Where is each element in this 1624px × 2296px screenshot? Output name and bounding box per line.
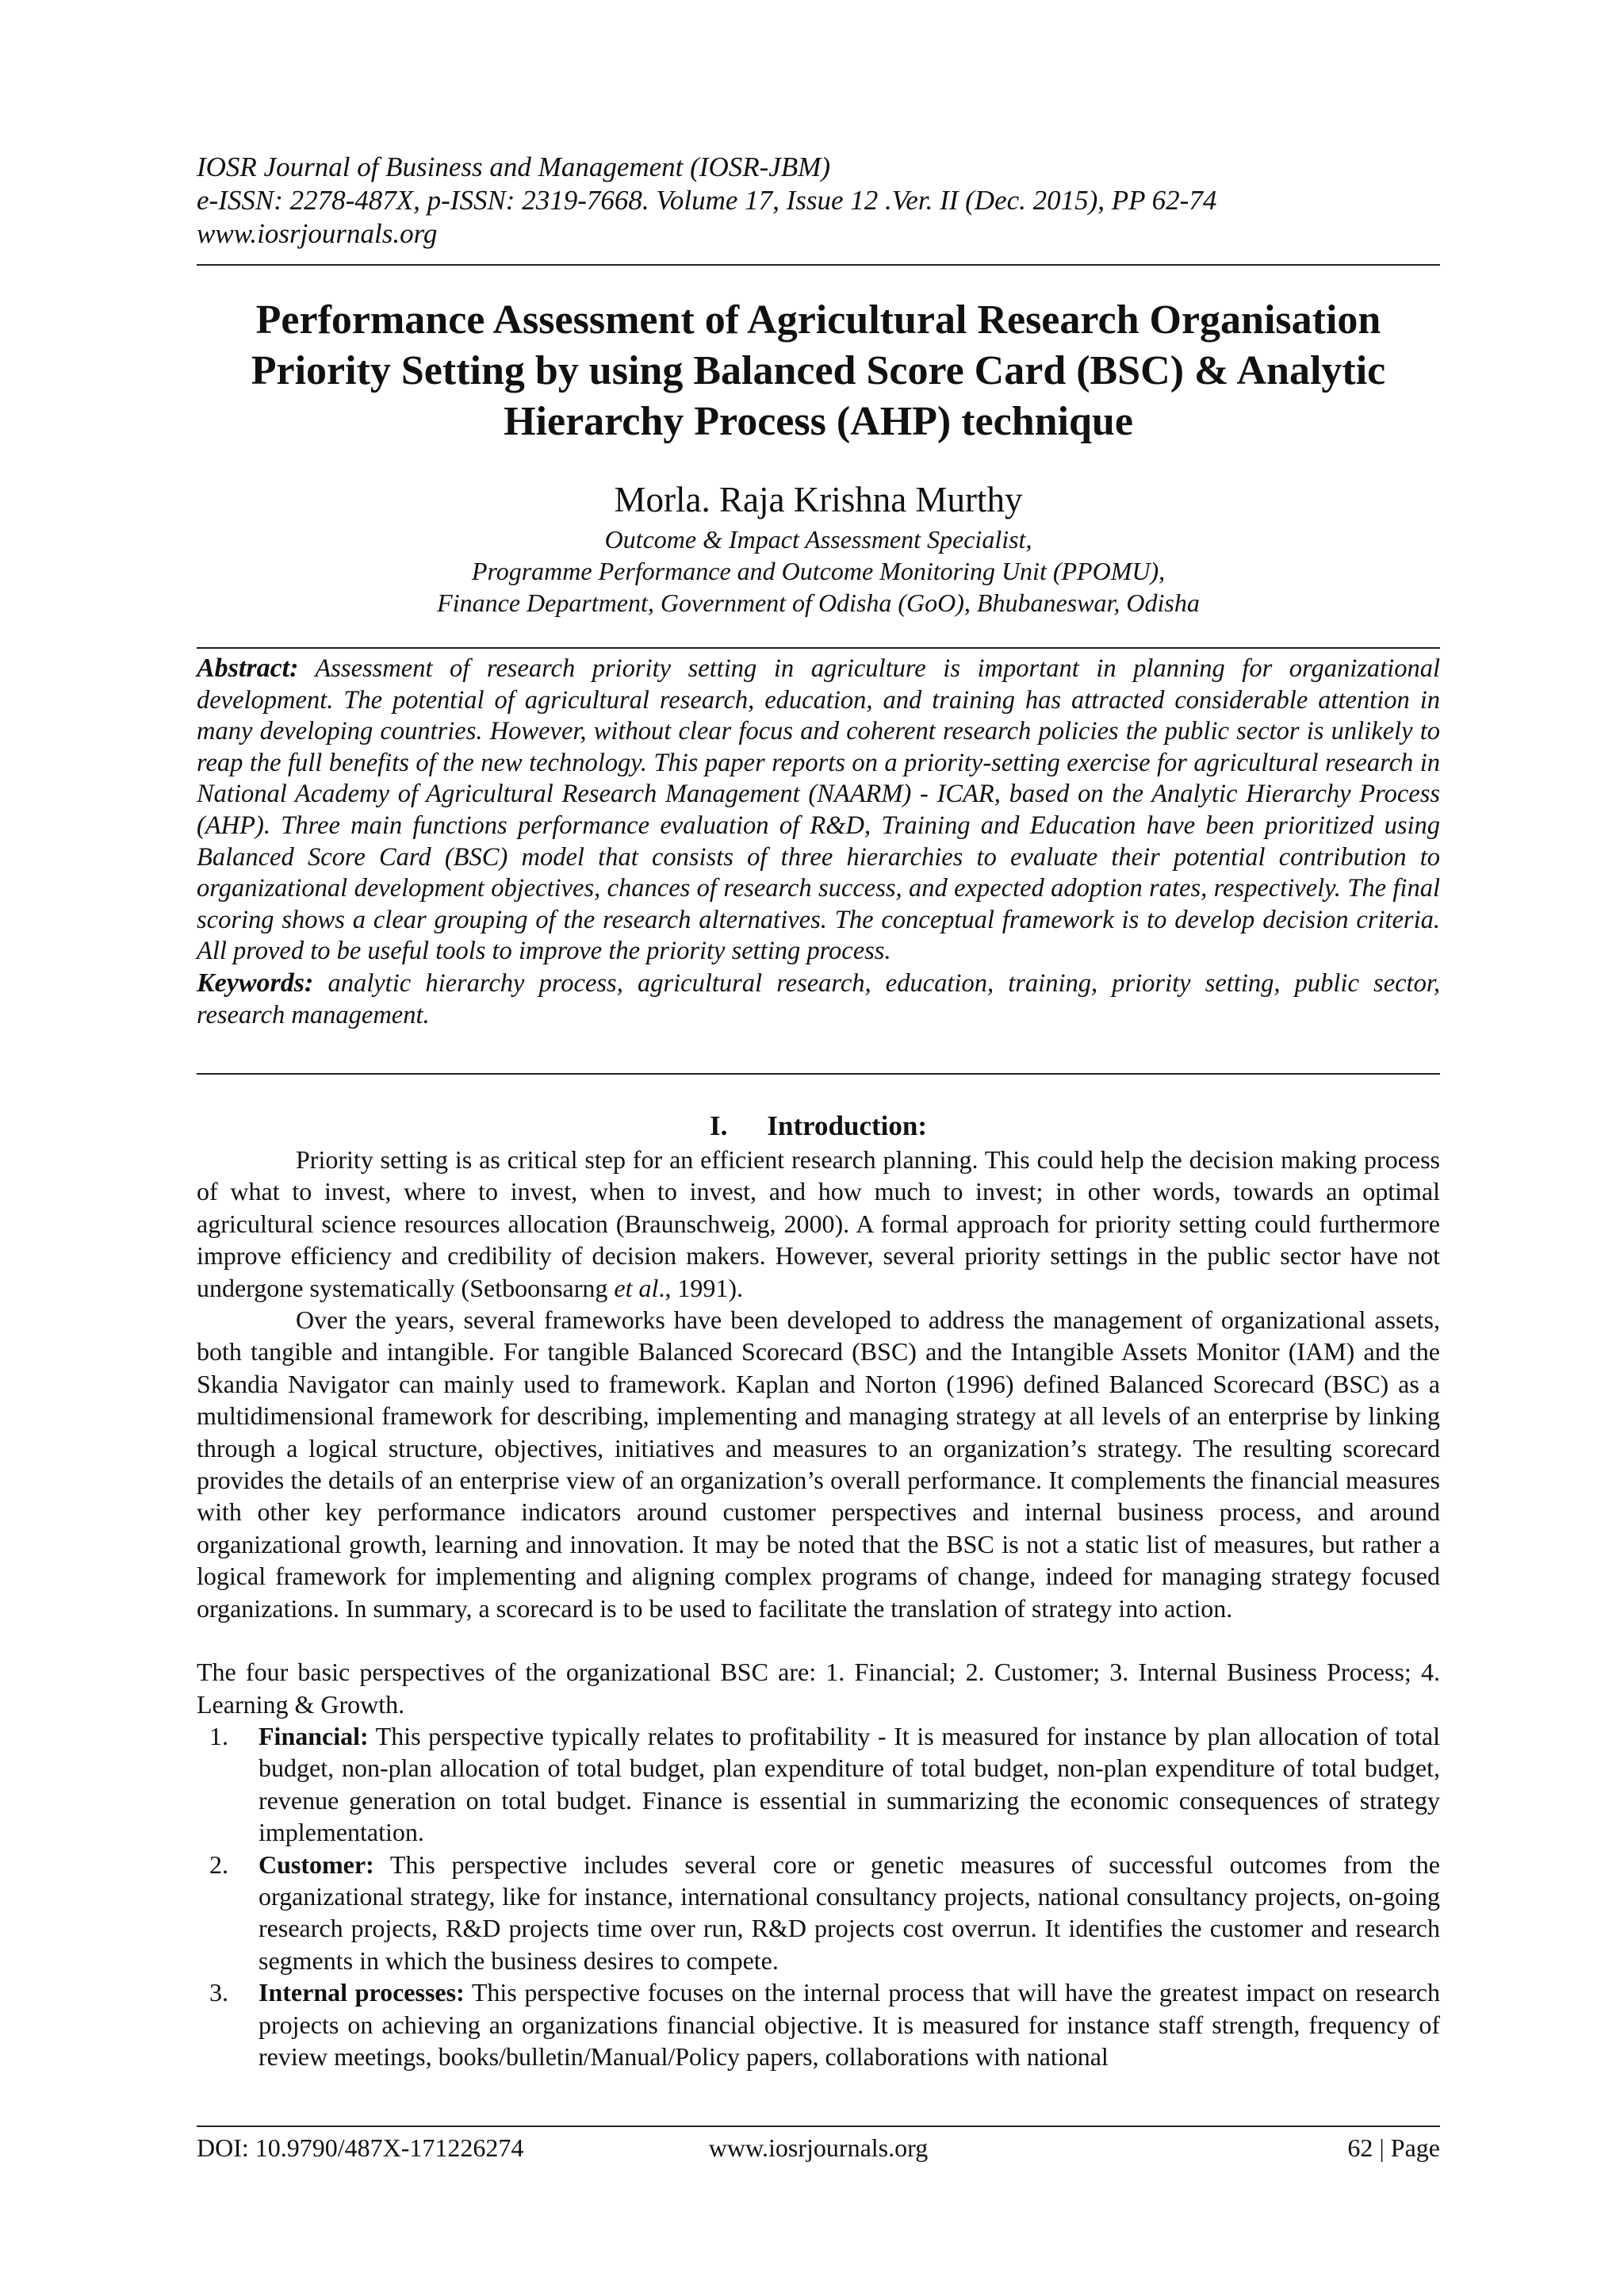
list-item-text: This perspective typically relates to profitability - It is measured for instance by plan allocation of total budget, non-plan allocation of total budget, plan expenditure of total budget, non-plan expenditure of total budget, revenue generation on total budget. Finance is essential in summarizing the economic consequences of strategy implementation. xyxy=(259,1721,1440,1847)
keywords-paragraph xyxy=(197,968,1440,1031)
footer-website: www.iosrjournals.org xyxy=(708,2133,929,2162)
affiliation-line-2: Programme Performance and Outcome Monitoring Unit (PPOMU), xyxy=(471,557,1166,585)
body-text xyxy=(197,1144,1440,2072)
section-title: Introduction: xyxy=(767,1110,927,1141)
list-item xyxy=(197,1720,1440,1849)
header-rule xyxy=(197,264,1440,266)
list-item-label: Customer: xyxy=(259,1849,374,1879)
title-line-2: Priority Setting by using Balanced Score Card (BSC) & Analytic xyxy=(251,348,1386,393)
intro-p1-etal: et al xyxy=(614,1273,659,1302)
section-heading xyxy=(197,1110,1440,1142)
title-line-1: Performance Assessment of Agricultural Research Organisation xyxy=(255,297,1381,343)
author-name: Morla. Raja Krishna Murthy xyxy=(614,480,1023,519)
journal-website: www.iosrjournals.org xyxy=(197,218,438,249)
title-line-3: Hierarchy Process (AHP) technique xyxy=(504,399,1133,444)
list-item-number: 3. xyxy=(209,1978,228,2007)
list-item-label: Internal processes: xyxy=(259,1978,465,2007)
author-affiliation xyxy=(197,523,1440,619)
list-item-label: Financial: xyxy=(259,1721,369,1750)
journal-issn: e-ISSN: 2278-487X, p-ISSN: 2319-7668. Volume 17, Issue 12 .Ver. II (Dec. 2015), PP 62-74 xyxy=(197,185,1217,216)
list-item-text: This perspective includes several core or genetic measures of successful outcomes from the organizational strategy, like for instance, international consultancy projects, national consultancy projects, on-going research projects, R&D projects time over run, R&D projects cost overrun. It identifies the customer and research segments in which the business desires to compete. xyxy=(259,1849,1440,1975)
list-item-text: This perspective focuses on the internal process that will have the greatest impact on research projects on achieving an organizations financial objective. It is measured for instance staff strength, frequency of review meetings, books/bulletin/Manual/Policy papers, collaborations with national xyxy=(259,1978,1440,2071)
section-number: I. xyxy=(710,1110,728,1141)
abstract-bottom-rule xyxy=(197,1073,1440,1075)
footer-doi: DOI: 10.9790/487X-171226274 xyxy=(197,2133,524,2162)
footer-rule xyxy=(197,2125,1440,2127)
intro-paragraph-2: Over the years, several frameworks have been developed to address the management of organizational assets, both tangible and intangible. For tangible Balanced Scorecard (BSC) and the Intangible Assets Monitor (IAM) and the Skandia Navigator can mainly used to framework. Kaplan and Norton (1996) defined Balanced Scorecard (BSC) as a multidimensional framework for describing, implementing and managing strategy at all levels of an enterprise by linking through a logical structure, objectives, initiatives and measures to an organization’s strategy. The resulting scorecard provides the details of an enterprise view of an organization’s overall performance. It complements the financial measures with other key performance indicators around customer perspectives and internal business process, and around organizational growth, learning and innovation. It may be noted that the BSC is not a static list of measures, but rather a logical framework for implementing and aligning complex programs of change, indeed for managing strategy focused organizations. In summary, a scorecard is to be used to facilitate the translation of strategy into action. xyxy=(197,1305,1440,1623)
list-item xyxy=(197,1849,1440,1977)
journal-header xyxy=(197,151,1440,251)
intro-p1-text: Priority setting is as critical step for an efficient research planning. This could help the decision making process of what to invest, where to invest, when to invest, and how much to invest; in other words, towards an optimal agricultural science resources allocation (Braunschweig, 2000). A formal approach for priority setting could furthermore improve efficiency and credibility of decision makers. However, several priority settings in the public sector have not undergone systematically (Setboonsarng xyxy=(197,1145,1440,1302)
list-item-number: 2. xyxy=(209,1849,228,1879)
abstract-top-rule xyxy=(197,647,1440,649)
list-item xyxy=(197,1976,1440,2072)
paragraph-gap xyxy=(197,1624,1440,1656)
abstract-text: Assessment of research priority setting in agriculture is important in planning for organizational development. The potential of agricultural research, education, and training has attracted considerable attention in many developing countries. However, without clear focus and coherent research policies the public sector is unlikely to reap the full benefits of the new technology. This paper reports on a priority-setting exercise for agricultural research in National Academy of Agricultural Research Management (NAARM) - ICAR, based on the Analytic Hierarchy Process (AHP). Three main functions performance evaluation of R&D, Training and Education have been prioritized using Balanced Score Card (BSC) model that consists of three hierarchies to evaluate their potential contribution to organizational development objectives, chances of research success, and expected adoption rates, respectively. The final scoring shows a clear grouping of the research alternatives. The conceptual framework is to develop decision criteria. All proved to be useful tools to improve the priority setting process. xyxy=(197,654,1440,966)
intro-paragraph-3: The four basic perspectives of the organizational BSC are: 1. Financial; 2. Customer; 3. Internal Business Process; 4. Learning & Growth. xyxy=(197,1658,1440,1719)
abstract-block xyxy=(197,653,1440,1031)
intro-paragraph-1 xyxy=(197,1144,1440,1304)
keywords-label: Keywords: xyxy=(197,968,314,998)
journal-name: IOSR Journal of Business and Management (IOSR-JBM) xyxy=(197,151,830,182)
list-item-number: 1. xyxy=(209,1721,228,1750)
footer-page-number: 62 | Page xyxy=(1347,2133,1440,2162)
abstract-label: Abstract: xyxy=(197,654,299,683)
perspectives-list xyxy=(197,1720,1440,2072)
abstract-paragraph xyxy=(197,653,1440,968)
intro-p1-end: ., 1991). xyxy=(658,1273,744,1302)
affiliation-line-3: Finance Department, Government of Odisha (GoO), Bhubaneswar, Odisha xyxy=(437,588,1200,617)
affiliation-line-1: Outcome & Impact Assessment Specialist, xyxy=(604,525,1032,554)
keywords-text: analytic hierarchy process, agricultural research, education, training, priority setting, public sector, research management. xyxy=(197,968,1440,1029)
paper-title xyxy=(197,295,1440,447)
